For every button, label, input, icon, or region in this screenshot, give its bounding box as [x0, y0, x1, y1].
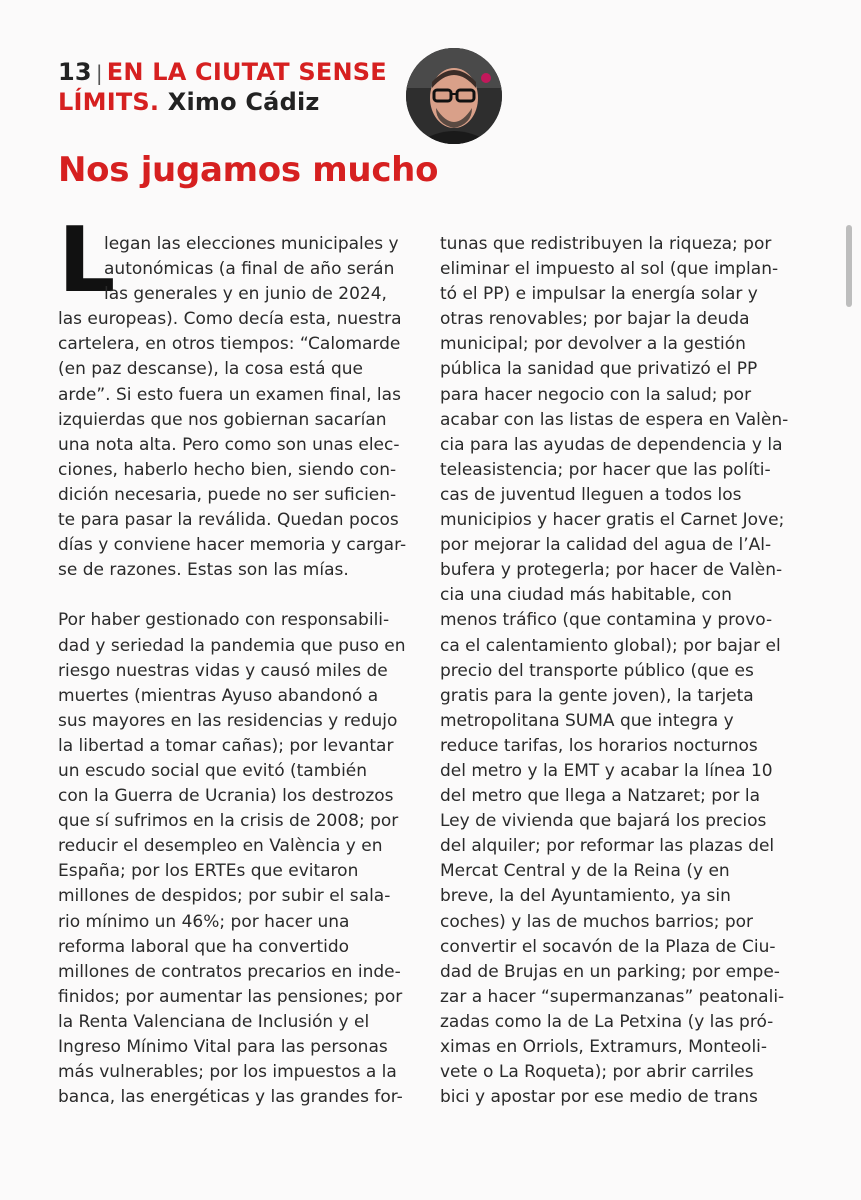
- article-column-left: [58, 232, 418, 1110]
- text-line: zar a hacer “supermanzanas” peatonali-: [440, 986, 785, 1007]
- text-line: cas de juventud lleguen a todos los: [440, 484, 742, 505]
- text-line: del metro que llega a Natzaret; por la: [440, 786, 760, 807]
- text-line: ximas en Orriols, Extramurs, Monteoli-: [440, 1037, 768, 1057]
- text-line: dad de Brujas en un parking; por empe-: [440, 961, 780, 982]
- text-line: millones de contratos precarios en inde-: [58, 961, 401, 982]
- text-line: metropolitana SUMA que integra y: [440, 710, 734, 731]
- text-line: (en paz descanse), la cosa está que: [58, 359, 364, 380]
- text-line: Ingreso Mínimo Vital para las personas: [58, 1037, 388, 1057]
- text-line: ciones, haberlo hecho bien, siendo con-: [58, 459, 397, 480]
- text-line: muertes (mientras Ayuso abandonó a: [58, 685, 379, 706]
- text-line: acabar con las listas de espera en Valèn-: [440, 409, 789, 430]
- author-portrait-image: [406, 48, 502, 144]
- text-line: dición necesaria, puede no ser suficien-: [58, 484, 397, 505]
- text-line: breve, la del Ayuntamiento, ya sin: [440, 886, 731, 907]
- text-line: arde”. Si esto fuera un examen final, las: [58, 384, 401, 405]
- text-line: la libertad a tomar cañas); por levantar: [58, 735, 394, 756]
- text-line: la Renta Valenciana de Inclusión y el: [58, 1011, 370, 1032]
- text-line: más vulnerables; por los impuestos a la: [58, 1062, 397, 1083]
- drop-cap-letter: L: [58, 208, 116, 313]
- text-line: del metro y la EMT y acabar la línea 10: [440, 760, 773, 781]
- text-line: que sí sufrimos en la crisis de 2008; por: [58, 811, 399, 832]
- text-line: precio del transporte público (que es: [440, 660, 754, 681]
- header-separator: |: [95, 61, 103, 85]
- text-line: bici y apostar por ese medio de trans: [440, 1087, 758, 1108]
- page-number: 13: [58, 58, 92, 86]
- scrollbar-thumb[interactable]: [846, 225, 852, 307]
- text-line: del alquiler; por reformar las plazas del: [440, 836, 775, 857]
- text-line: banca, las energéticas y las grandes for-: [58, 1087, 403, 1108]
- text-line: menos tráfico (que contamina y provo-: [440, 610, 773, 631]
- text-line: para hacer negocio con la salud; por: [440, 384, 752, 405]
- text-line: un escudo social que evitó (también: [58, 760, 368, 781]
- text-line: cia una ciudad más habitable, con: [440, 585, 732, 606]
- text-line: finidos; por aumentar las pensiones; por: [58, 986, 403, 1007]
- text-line: millones de despidos; por subir el sala-: [58, 886, 391, 907]
- text-line: autonómicas (a final de año serán: [104, 259, 395, 280]
- text-line: cia para las ayudas de dependencia y la: [440, 434, 783, 455]
- text-line: con la Guerra de Ucrania) los destrozos: [58, 786, 394, 807]
- text-line: municipal; por devolver a la gestión: [440, 334, 746, 355]
- text-line: reforma laboral que ha convertido: [58, 936, 350, 957]
- text-line: Ley de vivienda que bajará los precios: [440, 811, 767, 832]
- text-line: por mejorar la calidad del agua de l’Al-: [440, 535, 772, 556]
- text-line: Por haber gestionado con responsabili-: [58, 610, 390, 631]
- paragraph-gap: [58, 583, 418, 608]
- article-title: Nos jugamos mucho: [58, 150, 439, 190]
- text-line: sus mayores en las residencias y redujo: [58, 710, 398, 731]
- text-line: otras renovables; por bajar la deuda: [440, 309, 750, 330]
- text-line: zadas como la de La Petxina (y las pró-: [440, 1011, 774, 1032]
- article-column-right: [440, 232, 789, 1110]
- section-header: [58, 58, 387, 86]
- text-line: dad y seriedad la pandemia que puso en: [58, 635, 406, 656]
- text-line: legan las elecciones municipales y: [104, 234, 399, 254]
- text-line: una nota alta. Pero como son unas elec-: [58, 434, 400, 455]
- text-line: días y conviene hacer memoria y cargar-: [58, 535, 407, 556]
- text-line: España; por los ERTEs que evitaron: [58, 861, 359, 882]
- text-line: izquierdas que nos gobiernan sacarían: [58, 409, 387, 430]
- text-line: las generales y en junio de 2024,: [104, 284, 387, 305]
- text-line: pública la sanidad que privatizó el PP: [440, 359, 758, 380]
- text-line: te para pasar la reválida. Quedan pocos: [58, 510, 399, 531]
- text-line: reducir el desempleo en València y en: [58, 836, 383, 857]
- text-line: vete o La Roqueta); por abrir carriles: [440, 1062, 754, 1083]
- text-line: riesgo nuestras vidas y causó miles de: [58, 660, 388, 681]
- author-photo: [406, 48, 502, 144]
- text-line: coches) y las de muchos barrios; por: [440, 911, 754, 932]
- text-line: gratis para la gente joven), la tarjeta: [440, 685, 754, 706]
- text-line: bufera y protegerla; por hacer de Valèn-: [440, 560, 783, 581]
- text-line: tunas que redistribuyen la riqueza; por: [440, 234, 772, 254]
- text-line: las europeas). Como decía esta, nuestra: [58, 309, 402, 330]
- text-line: rio mínimo un 46%; por hacer una: [58, 911, 350, 932]
- text-line: ca el calentamiento global); por bajar el: [440, 635, 781, 656]
- text-line: reduce tarifas, los horarios nocturnos: [440, 735, 758, 756]
- text-line: Mercat Central y de la Reina (y en: [440, 861, 730, 882]
- text-line: teleasistencia; por hacer que las políti-: [440, 459, 771, 480]
- section-title: EN LA CIUTAT SENSE: [106, 58, 387, 86]
- text-line: cartelera, en otros tiempos: “Calomarde: [58, 334, 401, 355]
- text-line: tó el PP) e impulsar la energía solar y: [440, 284, 758, 305]
- text-line: eliminar el impuesto al sol (que implan-: [440, 259, 779, 280]
- text-line: municipios y hacer gratis el Carnet Jove;: [440, 510, 785, 531]
- text-line: convertir el socavón de la Plaza de Ciu-: [440, 936, 776, 957]
- section-header-line2: [58, 88, 320, 116]
- author-name: Ximo Cádiz: [167, 88, 320, 116]
- section-title-continued: LÍMITS.: [58, 88, 160, 116]
- text-line: se de razones. Estas son las mías.: [58, 560, 349, 581]
